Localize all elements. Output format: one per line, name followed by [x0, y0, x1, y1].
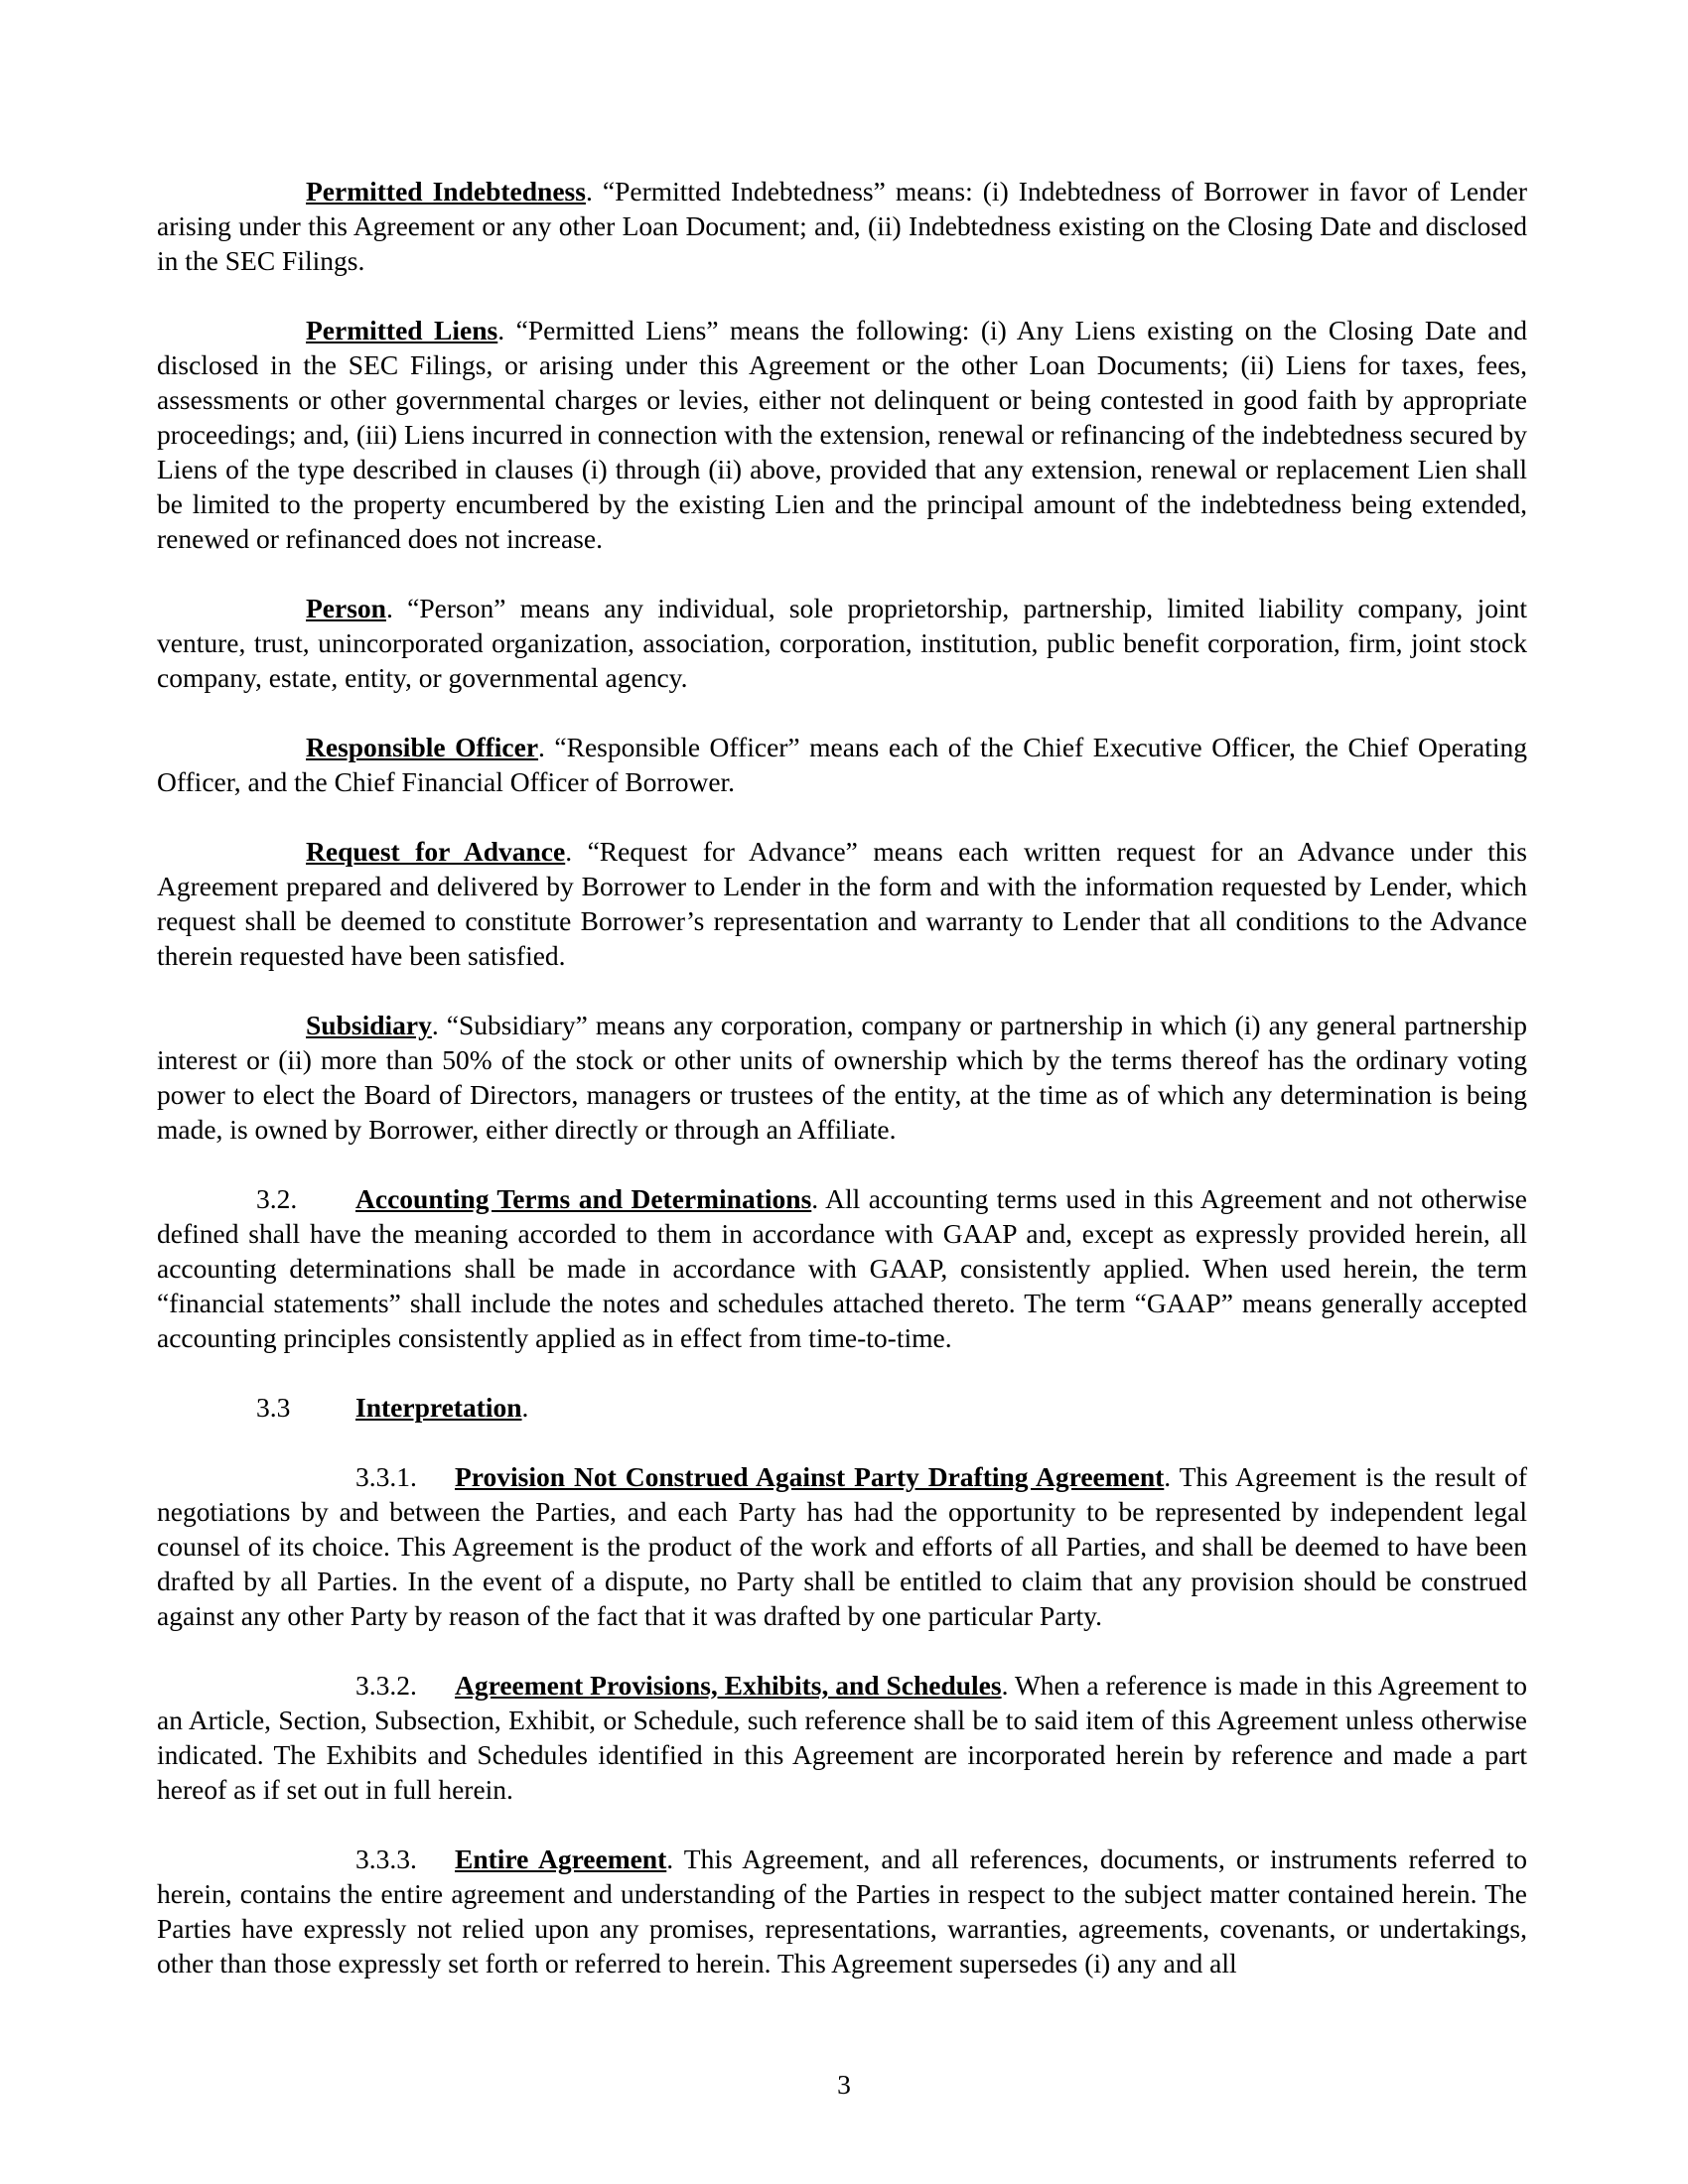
defined-term: Person [306, 593, 386, 623]
definition-permitted-liens [157, 313, 1527, 556]
section-3-2 [157, 1181, 1527, 1355]
definition-request-for-advance [157, 834, 1527, 973]
definition-permitted-indebtedness [157, 174, 1527, 278]
section-number: 3.2. [256, 1183, 298, 1214]
defined-term: Permitted Liens [306, 315, 498, 345]
section-title: Interpretation [355, 1392, 522, 1423]
defined-term: Subsidiary [306, 1010, 432, 1040]
section-text: . When a reference is made in this Agreement to an Article, Section, Subsection, Exhibit, or Schedule, such reference shall be to said item of this Agreement unless otherwise indicated. The Exhibits and Schedules identified in this Agreement are incorporated herein by reference and made a part hereof as if set out in full herein. [157, 1670, 1528, 1805]
definition-text: . “Permitted Indebtedness” means: (i) Indebtedness of Borrower in favor of Lender arising under this Agreement or any other Loan Document; and, (ii) Indebtedness existing on the Closing Date and disclosed in the SEC Filings. [157, 176, 1527, 276]
section-3-3-2 [157, 1668, 1527, 1807]
definition-subsidiary [157, 1008, 1527, 1147]
section-title: Accounting Terms and Determinations [355, 1183, 812, 1214]
section-text: . All accounting terms used in this Agreement and not otherwise defined shall have the meaning accorded to them in accordance with GAAP and, except as expressly provided herein, all accounting determinations shall be made in accordance with GAAP, consistently applied. When used herein, the term “financial statements” shall include the notes and schedules attached thereto. The term “GAAP” means generally accepted accounting principles consistently applied as in effect from time-to-time. [157, 1183, 1528, 1353]
section-number: 3.3 [256, 1392, 291, 1423]
section-title: Entire Agreement [455, 1843, 667, 1874]
document-body [157, 174, 1527, 2015]
definition-text: . “Permitted Liens” means the following: (i) Any Liens existing on the Closing Date and disclosed in the SEC Filings, or arising under this Agreement or the other Loan Documents; (ii) Liens for taxes, fees, assessments or other governmental charges or levies, either not delinquent or being contested in good faith by appropriate proceedings; and, (iii) Liens incurred in connection with the extension, renewal or refinancing of the indebtedness secured by Liens of the type described in clauses (i) through (ii) above, provided that any extension, renewal or replacement Lien shall be limited to the property encumbered by the existing Lien and the principal amount of the indebtedness being extended, renewed or refinanced does not increase. [157, 315, 1528, 554]
section-3-3-1 [157, 1459, 1527, 1633]
definition-text: . “Request for Advance” means each written request for an Advance under this Agreement prepared and delivered by Borrower to Lender in the form and with the information requested by Lender, which request shall be deemed to constitute Borrower’s representation and warranty to Lender that all conditions to the Advance therein requested have been satisfied. [157, 836, 1527, 971]
section-3-3 [157, 1390, 1527, 1425]
definition-text: . “Responsible Officer” means each of the Chief Executive Officer, the Chief Operating Officer, and the Chief Financial Officer of Borrower. [157, 732, 1527, 797]
definition-person [157, 591, 1527, 695]
definition-responsible-officer [157, 730, 1527, 799]
defined-term: Responsible Officer [306, 732, 539, 762]
defined-term: Permitted Indebtedness [306, 176, 586, 206]
section-number: 3.3.2. [355, 1670, 417, 1701]
section-number: 3.3.3. [355, 1843, 417, 1874]
definition-text: . “Person” means any individual, sole proprietorship, partnership, limited liability company, joint venture, trust, unincorporated organization, association, corporation, institution, public benefit corporation, firm, joint stock company, estate, entity, or governmental agency. [157, 593, 1527, 693]
section-number: 3.3.1. [355, 1461, 417, 1492]
section-text: . This Agreement, and all references, documents, or instruments referred to herein, contains the entire agreement and understanding of the Parties in respect to the subject matter contained herein. The Parties have expressly not relied upon any promises, representations, warranties, agreements, covenants, or undertakings, other than those expressly set forth or referred to herein. This Agreement supersedes (i) any and all [157, 1843, 1527, 1979]
definition-text: . “Subsidiary” means any corporation, company or partnership in which (i) any general partnership interest or (ii) more than 50% of the stock or other units of ownership which by the terms thereof has the ordinary voting power to elect the Board of Directors, managers or trustees of the entity, at the time as of which any determination is being made, is owned by Borrower, either directly or through an Affiliate. [157, 1010, 1527, 1145]
section-title: Agreement Provisions, Exhibits, and Schedules [455, 1670, 1002, 1701]
section-text: . [521, 1392, 529, 1423]
section-title: Provision Not Construed Against Party Drafting Agreement [455, 1461, 1165, 1492]
page-number: 3 [837, 2069, 851, 2100]
section-text: . This Agreement is the result of negotiations by and between the Parties, and each Party has had the opportunity to be represented by independent legal counsel of its choice. This Agreement is the product of the work and efforts of all Parties, and shall be deemed to have been drafted by all Parties. In the event of a dispute, no Party shall be entitled to claim that any provision should be construed against any other Party by reason of the fact that it was drafted by one particular Party. [157, 1461, 1527, 1631]
section-3-3-3 [157, 1842, 1527, 1980]
defined-term: Request for Advance [306, 836, 566, 867]
